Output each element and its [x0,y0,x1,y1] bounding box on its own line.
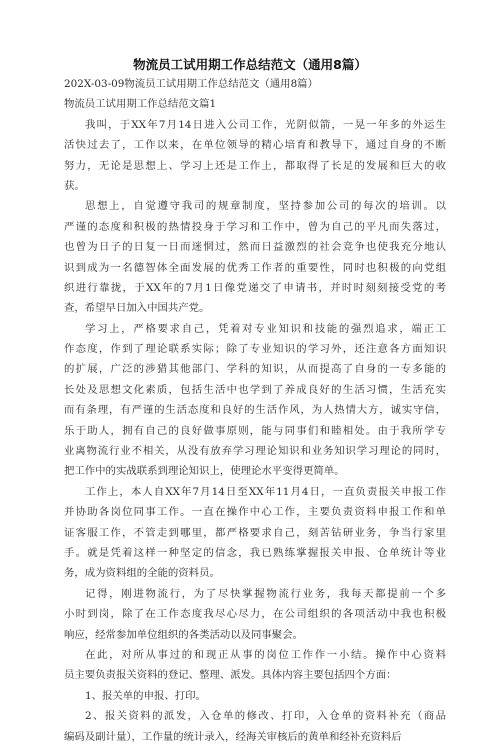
paragraph [64,584,446,645]
paragraph-line: 工作上，本人自XX年7月14日至XX年11月4日，一直负责报关申报工作 [85,485,446,498]
paragraph-line: 我叫，于XX年7月14日进入公司工作，光阴似箭，一晃一年多的外运生 [85,118,446,131]
paragraph-line: 活快过去了，工作以来，在单位领导的精心培育和教导下，通过自身的不断 [64,139,446,152]
paragraph-line: 而有条理，有严谨的生活态度和良好的生活作风，为人热情大方，诚实守信， [64,404,446,417]
paragraph [64,115,446,197]
paragraph-line: 务，成为资料组的全能的资料员。 [64,567,220,580]
meta-line: 202X-03-09物流员工试用期工作总结范文（通用8篇） [64,78,318,90]
paragraph-line: 学习上，严格要求自己，凭着对专业知识和技能的强烈追求，端正工 [85,322,446,335]
paragraph-line: 员主要负责报关资料的登记、整理、派发。具体内容主要包括四个方面： [64,669,397,682]
paragraph [64,196,446,318]
section-heading: 物流员工试用期工作总结范文篇1 [64,98,217,111]
paragraph-line: 并协助各岗位同事工作。一直在操作中心工作，主要负责资料申报工作和单 [64,506,446,519]
paragraph-line: 识到成为一名德智体全面发展的优秀工作者的重要性，同时也积极的向党组 [64,261,446,274]
paragraph-line: 业离物流行业不相关，从没有放弃学习理论知识和业务知识学习理论的同时， [64,445,446,458]
paragraph-line: 织进行靠拢，于XX年的7月1日像党递交了申请书，并时时刻刻接受党的考 [64,281,446,294]
paragraph-line: 乐于助人，拥有自己的良好做事原则，能与同事们和睦相处。由于我所学专 [64,424,446,437]
paragraph-line: 1、报关单的申报、打印。 [85,689,206,702]
paragraph-line: 把工作中的实战联系到理论知识上，使理论水平变得更简单。 [64,465,345,478]
paragraph [64,706,446,747]
paragraph-line: 思想上，自觉遵守我司的规章制度，坚持参加公司的每次的培训。以 [85,200,446,213]
paragraph [64,319,446,482]
paragraph-line: 严谨的态度和积极的热情投身于学习和工作中，曾为自己的平凡而失落过， [64,220,446,233]
paragraph-line: 小时到岗，除了在工作态度我尽心尽力，在公司组织的各项活动中我也积极 [64,608,446,621]
document-body [64,74,446,747]
paragraph-line: 获。 [64,179,85,192]
paragraph-list [64,115,446,747]
paragraph-line: 编码及副计量），工作量的统计录入，经海关审核后的黄单和经补充资料后 [64,730,402,743]
paragraph-line: 手。就是凭着这样一种坚定的信念，我已熟练掌握报关申报、仓单统计等业 [64,546,446,559]
paragraph [64,482,446,584]
paragraph-line: 记得，刚进物流行，为了尽快掌握物流行业务，我每天都提前一个多 [85,587,446,600]
paragraph-line: 2、报关资料的派发，入仓单的修改、打印，入仓单的资料补充（商品 [85,710,446,723]
document-title: 物流员工试用期工作总结范文（通用8篇） [133,57,367,72]
paragraph-line: 的扩展，广泛的涉猎其他部门、学科的知识，从而提高了自身的一专多能的 [64,363,446,376]
paragraph-line: 查，希望早日加入中国共产党。 [64,302,210,315]
paragraph [64,645,446,686]
paragraph-line: 长处及思想文化素质，包括生活中也学到了养成良好的生活习惯，生活充实 [64,383,446,396]
paragraph-line: 努力，无论是思想上、学习上还是工作上，都取得了长足的发展和巨大的收 [64,159,446,172]
paragraph-line: 响应，经常参加单位组织的各类活动以及同事聚会。 [64,628,303,641]
paragraph-line: 作态度，作到了理论联系实际；除了专业知识的学习外，还注意各方面知识 [64,343,446,356]
paragraph-line: 在此，对所从事过的和现正从事的岗位工作作一小结。操作中心资料 [85,648,446,661]
paragraph [64,686,446,706]
paragraph-line: 也曾为日子的日复一日而迷惘过，然而日益激烈的社会竞争也使我充分地认 [64,241,446,254]
paragraph-line: 证客服工作，不管走到哪里，都严格要求自己，刻苦钻研业务，争当行家里 [64,526,446,539]
